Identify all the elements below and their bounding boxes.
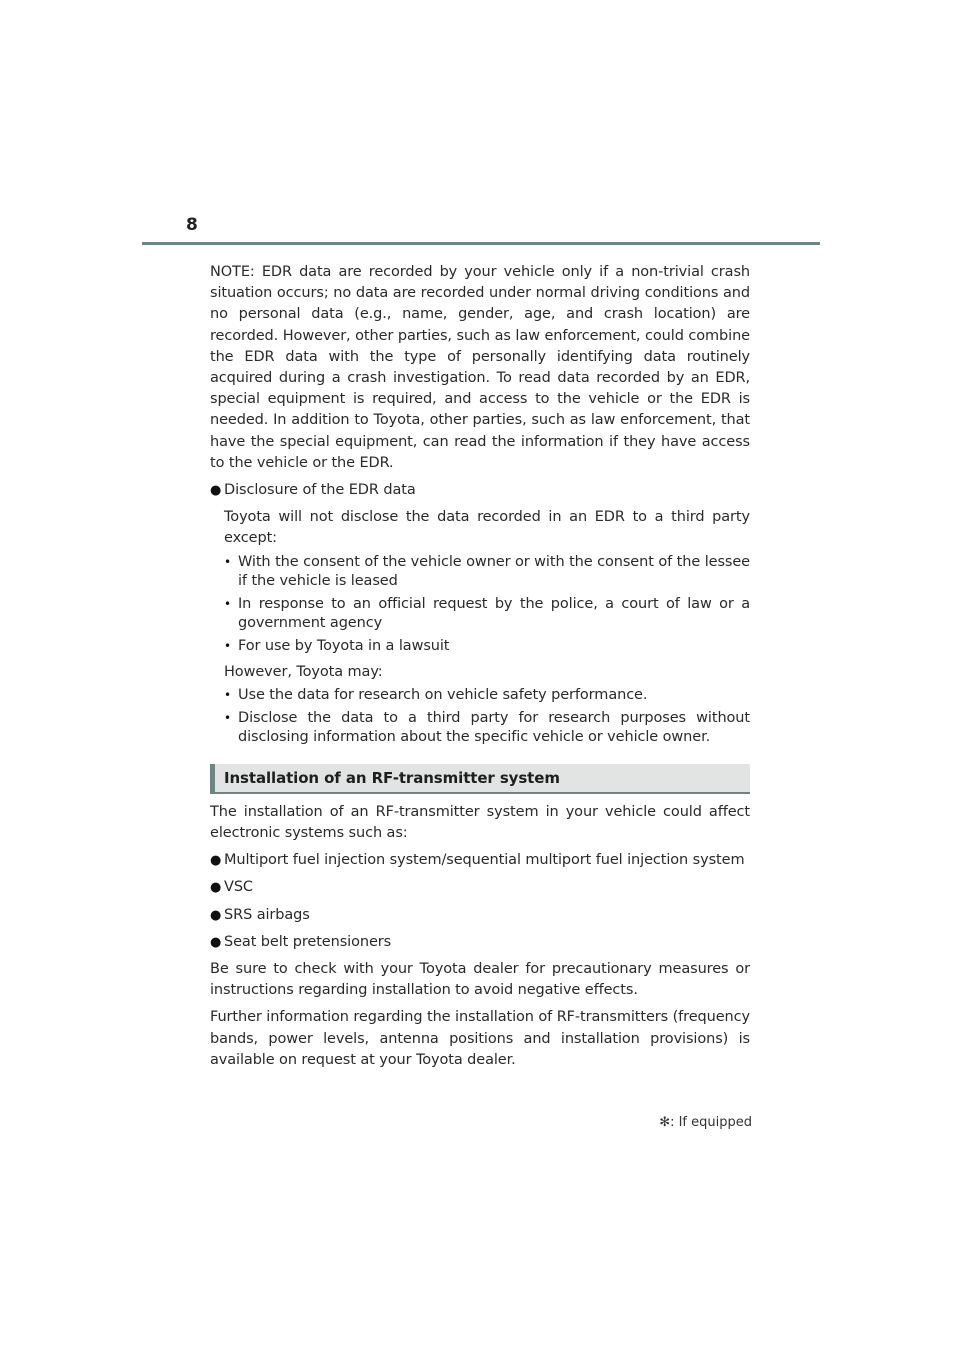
sub-bullet-icon: •: [224, 554, 231, 569]
bullet-icon: ●: [210, 853, 222, 869]
list-item: [210, 850, 750, 871]
header-rule: [142, 242, 820, 245]
list-item: [224, 637, 750, 657]
bullet-icon: ●: [210, 907, 222, 923]
list-item-text: VSC: [224, 879, 253, 896]
note-paragraph: NOTE: EDR data are recorded by your vehicle only if a non-trivial crash situation occurs; no data are recorded under normal driving conditions and no personal data (e.g., name, gender, age, and crash location) are recorded. However, other parties, such as law enforcement, could combine the EDR data with the type of personally identifying data routinely acquired during a crash investigation. To read data recorded by an EDR, special equipment is required, and access to the vehicle or the EDR is needed. In addition to Toyota, other parties, such as law enforcement, that have the special equipment, can read the information if they have access to the vehicle or the EDR.: [210, 264, 750, 471]
list-item: [224, 553, 750, 592]
bullet-icon: ●: [210, 934, 222, 950]
bullet-icon: ●: [210, 880, 222, 896]
disclosure-intro: Toyota will not disclose the data recorded in an EDR to a third party except:: [224, 509, 750, 547]
list-item: [224, 709, 750, 748]
list-item: [210, 932, 750, 953]
sub-bullet-icon: •: [224, 688, 231, 703]
sub-bullet-icon: •: [224, 638, 231, 653]
list-item-text: For use by Toyota in a lawsuit: [238, 637, 450, 654]
however-text: However, Toyota may:: [224, 664, 383, 681]
footnote: ✻: If equipped: [659, 1115, 752, 1130]
bullet-icon: ●: [210, 483, 222, 499]
list-item: [224, 595, 750, 634]
list-item-text: SRS airbags: [224, 906, 310, 923]
list-item: [210, 905, 750, 926]
list-item-text: Multiport fuel injection system/sequential multiport fuel injection system: [224, 852, 745, 869]
sub-bullet-icon: •: [224, 710, 231, 725]
list-item-text: Use the data for research on vehicle safety performance.: [238, 687, 648, 704]
list-item: [210, 877, 750, 898]
list-item-text: Disclose the data to a third party for research purposes without disclosing information about the specific vehicle or vehicle owner.: [238, 709, 750, 746]
list-item-text: Seat belt pretensioners: [224, 933, 392, 950]
list-item-text: In response to an official request by the police, a court of law or a government agency: [238, 595, 750, 632]
section-heading: Installation of an RF-transmitter system: [210, 764, 750, 794]
section-intro: The installation of an RF-transmitter system in your vehicle could affect electronic systems such as:: [210, 803, 750, 842]
sub-bullet-icon: •: [224, 596, 231, 611]
list-item-text: With the consent of the vehicle owner or with the consent of the lessee if the vehicle is leased: [238, 553, 750, 590]
further-info-paragraph: Further information regarding the installation of RF-transmitters (frequency bands, power levels, antenna positions and installation provisions) is available on request at your Toyota dealer.: [210, 1009, 750, 1068]
dealer-paragraph: Be sure to check with your Toyota dealer for precautionary measures or instructions regarding installation to avoid negative effects.: [210, 961, 750, 999]
page-content: [210, 262, 750, 1071]
disclosure-heading: [210, 480, 750, 501]
page-number: 8: [186, 215, 198, 235]
disclosure-title: Disclosure of the EDR data: [224, 482, 416, 499]
list-item: [224, 686, 750, 706]
